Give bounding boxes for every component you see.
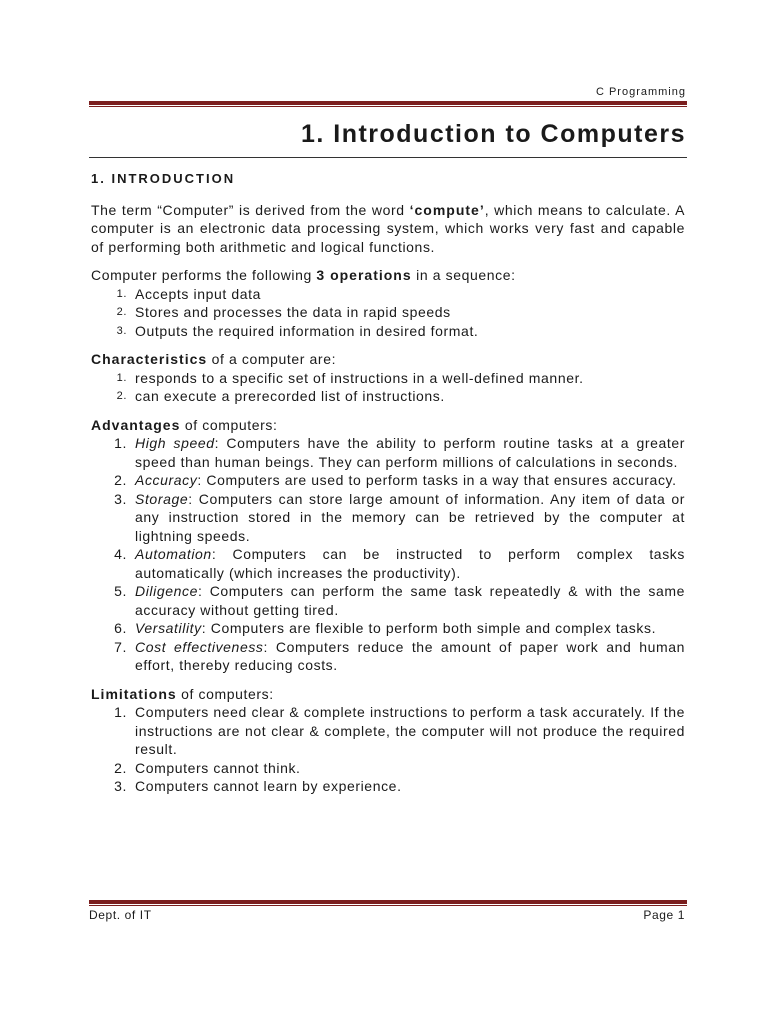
list-item (91, 759, 685, 778)
list-term: Versatility (135, 620, 202, 636)
operations-lead-rest: in a sequence: (411, 267, 516, 283)
intro-text: The term “Computer” is derived from the word (91, 201, 410, 218)
list-term: Accuracy (135, 472, 198, 488)
operations-lead (91, 266, 685, 285)
operations-lead-bold: 3 operations (316, 267, 412, 283)
list-term: High speed (135, 435, 215, 451)
list-item (91, 619, 685, 638)
intro-keyword: ‘compute’ (409, 201, 485, 218)
list-item (91, 490, 685, 546)
list-text: Outputs the required information in desired format. (135, 322, 479, 339)
list-item (91, 703, 685, 759)
list-item (91, 369, 685, 388)
page-title: 1. Introduction to Computers (300, 120, 686, 148)
limitations-list (91, 703, 685, 796)
header-rule (89, 101, 687, 107)
list-term: Diligence (135, 583, 198, 599)
document-body (91, 170, 685, 806)
list-text: Computers cannot learn by experience. (135, 778, 402, 794)
list-text: can execute a prerecorded list of instructions. (135, 388, 445, 404)
list-number: 1. (116, 287, 127, 300)
list-item (91, 322, 685, 341)
list-item (91, 387, 685, 406)
running-header: C Programming (595, 86, 686, 98)
list-number: 1. (114, 704, 127, 720)
advantages-lead-rest: of computers: (180, 416, 278, 433)
characteristics-lead-rest: of a computer are: (207, 351, 337, 367)
section-heading: 1. INTRODUCTION (91, 171, 236, 186)
advantages-lead (91, 416, 685, 435)
list-text: Stores and processes the data in rapid speeds (135, 304, 451, 320)
list-text: responds to a specific set of instructions in a well-defined manner. (135, 369, 584, 386)
list-item (91, 285, 685, 304)
footer-department: Dept. of IT (89, 908, 152, 922)
operations-list (91, 285, 685, 341)
intro-paragraph (91, 201, 685, 257)
list-number: 2. (114, 472, 127, 488)
list-number: 3. (116, 324, 127, 337)
footer-rule (89, 900, 687, 906)
list-item (91, 471, 685, 490)
title-underline (89, 157, 687, 158)
list-term: Cost effectiveness (135, 638, 264, 655)
list-description: : Computers have the ability to perform routine tasks at a greater speed than human beings. They can perform millions of calculations in seconds. (135, 435, 686, 470)
list-term: Automation (135, 546, 212, 562)
list-term: Storage (135, 490, 189, 507)
list-item (91, 434, 685, 471)
list-text (135, 582, 685, 619)
list-text (135, 638, 685, 675)
list-text (135, 434, 685, 471)
list-description: : Computers are used to perform tasks in a way that ensures accuracy. (197, 472, 677, 488)
list-number: 2. (116, 306, 127, 318)
list-number: 7. (114, 638, 127, 655)
list-text: Computers need clear & complete instructions to perform a task accurately. If the instructions are not clear & complete, the computer will not produce the required result. (135, 704, 685, 757)
list-description: : Computers can perform the same task repeatedly & with the same accuracy without getting tired. (135, 583, 685, 618)
characteristics-list (91, 369, 685, 406)
list-number: 6. (114, 620, 127, 636)
intro-text-rest: , which means to calculate. A computer is an electronic data processing system, which works very fast and capable of performing both arithmetic and logical functions. (91, 201, 686, 255)
list-text: Accepts input data (135, 285, 261, 302)
list-number: 1. (114, 435, 127, 451)
list-number: 5. (114, 583, 127, 599)
list-number: 3. (114, 490, 127, 507)
characteristics-lead (91, 350, 685, 369)
list-number: 4. (114, 546, 127, 562)
list-text: Computers cannot think. (135, 759, 301, 776)
list-text (135, 545, 685, 582)
list-text (135, 471, 685, 490)
list-item (91, 777, 685, 796)
list-description: : Computers can store large amount of information. Any item of data or any instruction stored in the memory can be retrieved by the computer at lightning speeds. (135, 490, 685, 544)
limitations-lead-bold: Limitations (91, 685, 177, 702)
advantages-list (91, 434, 685, 675)
list-item (91, 582, 685, 619)
list-text (135, 619, 685, 638)
list-number: 2. (114, 759, 127, 776)
limitations-lead (91, 685, 685, 704)
list-item (91, 638, 685, 675)
characteristics-lead-bold: Characteristics (91, 351, 208, 367)
list-description: : Computers reduce the amount of paper work and human effort, thereby reducing costs. (135, 638, 686, 673)
list-text (135, 490, 685, 546)
advantages-lead-bold: Advantages (91, 416, 181, 433)
list-number: 2. (116, 390, 127, 402)
list-number: 3. (114, 778, 127, 794)
operations-lead-text: Computer performs the following (91, 267, 317, 283)
list-description: : Computers can be instructed to perform complex tasks automatically (which increases the productivity). (135, 546, 685, 581)
list-item (91, 545, 685, 582)
limitations-lead-rest: of computers: (176, 685, 274, 702)
footer-page-number: Page 1 (643, 908, 685, 922)
list-item (91, 303, 685, 322)
list-number: 1. (116, 371, 127, 384)
list-description: : Computers are flexible to perform both simple and complex tasks. (201, 620, 657, 636)
